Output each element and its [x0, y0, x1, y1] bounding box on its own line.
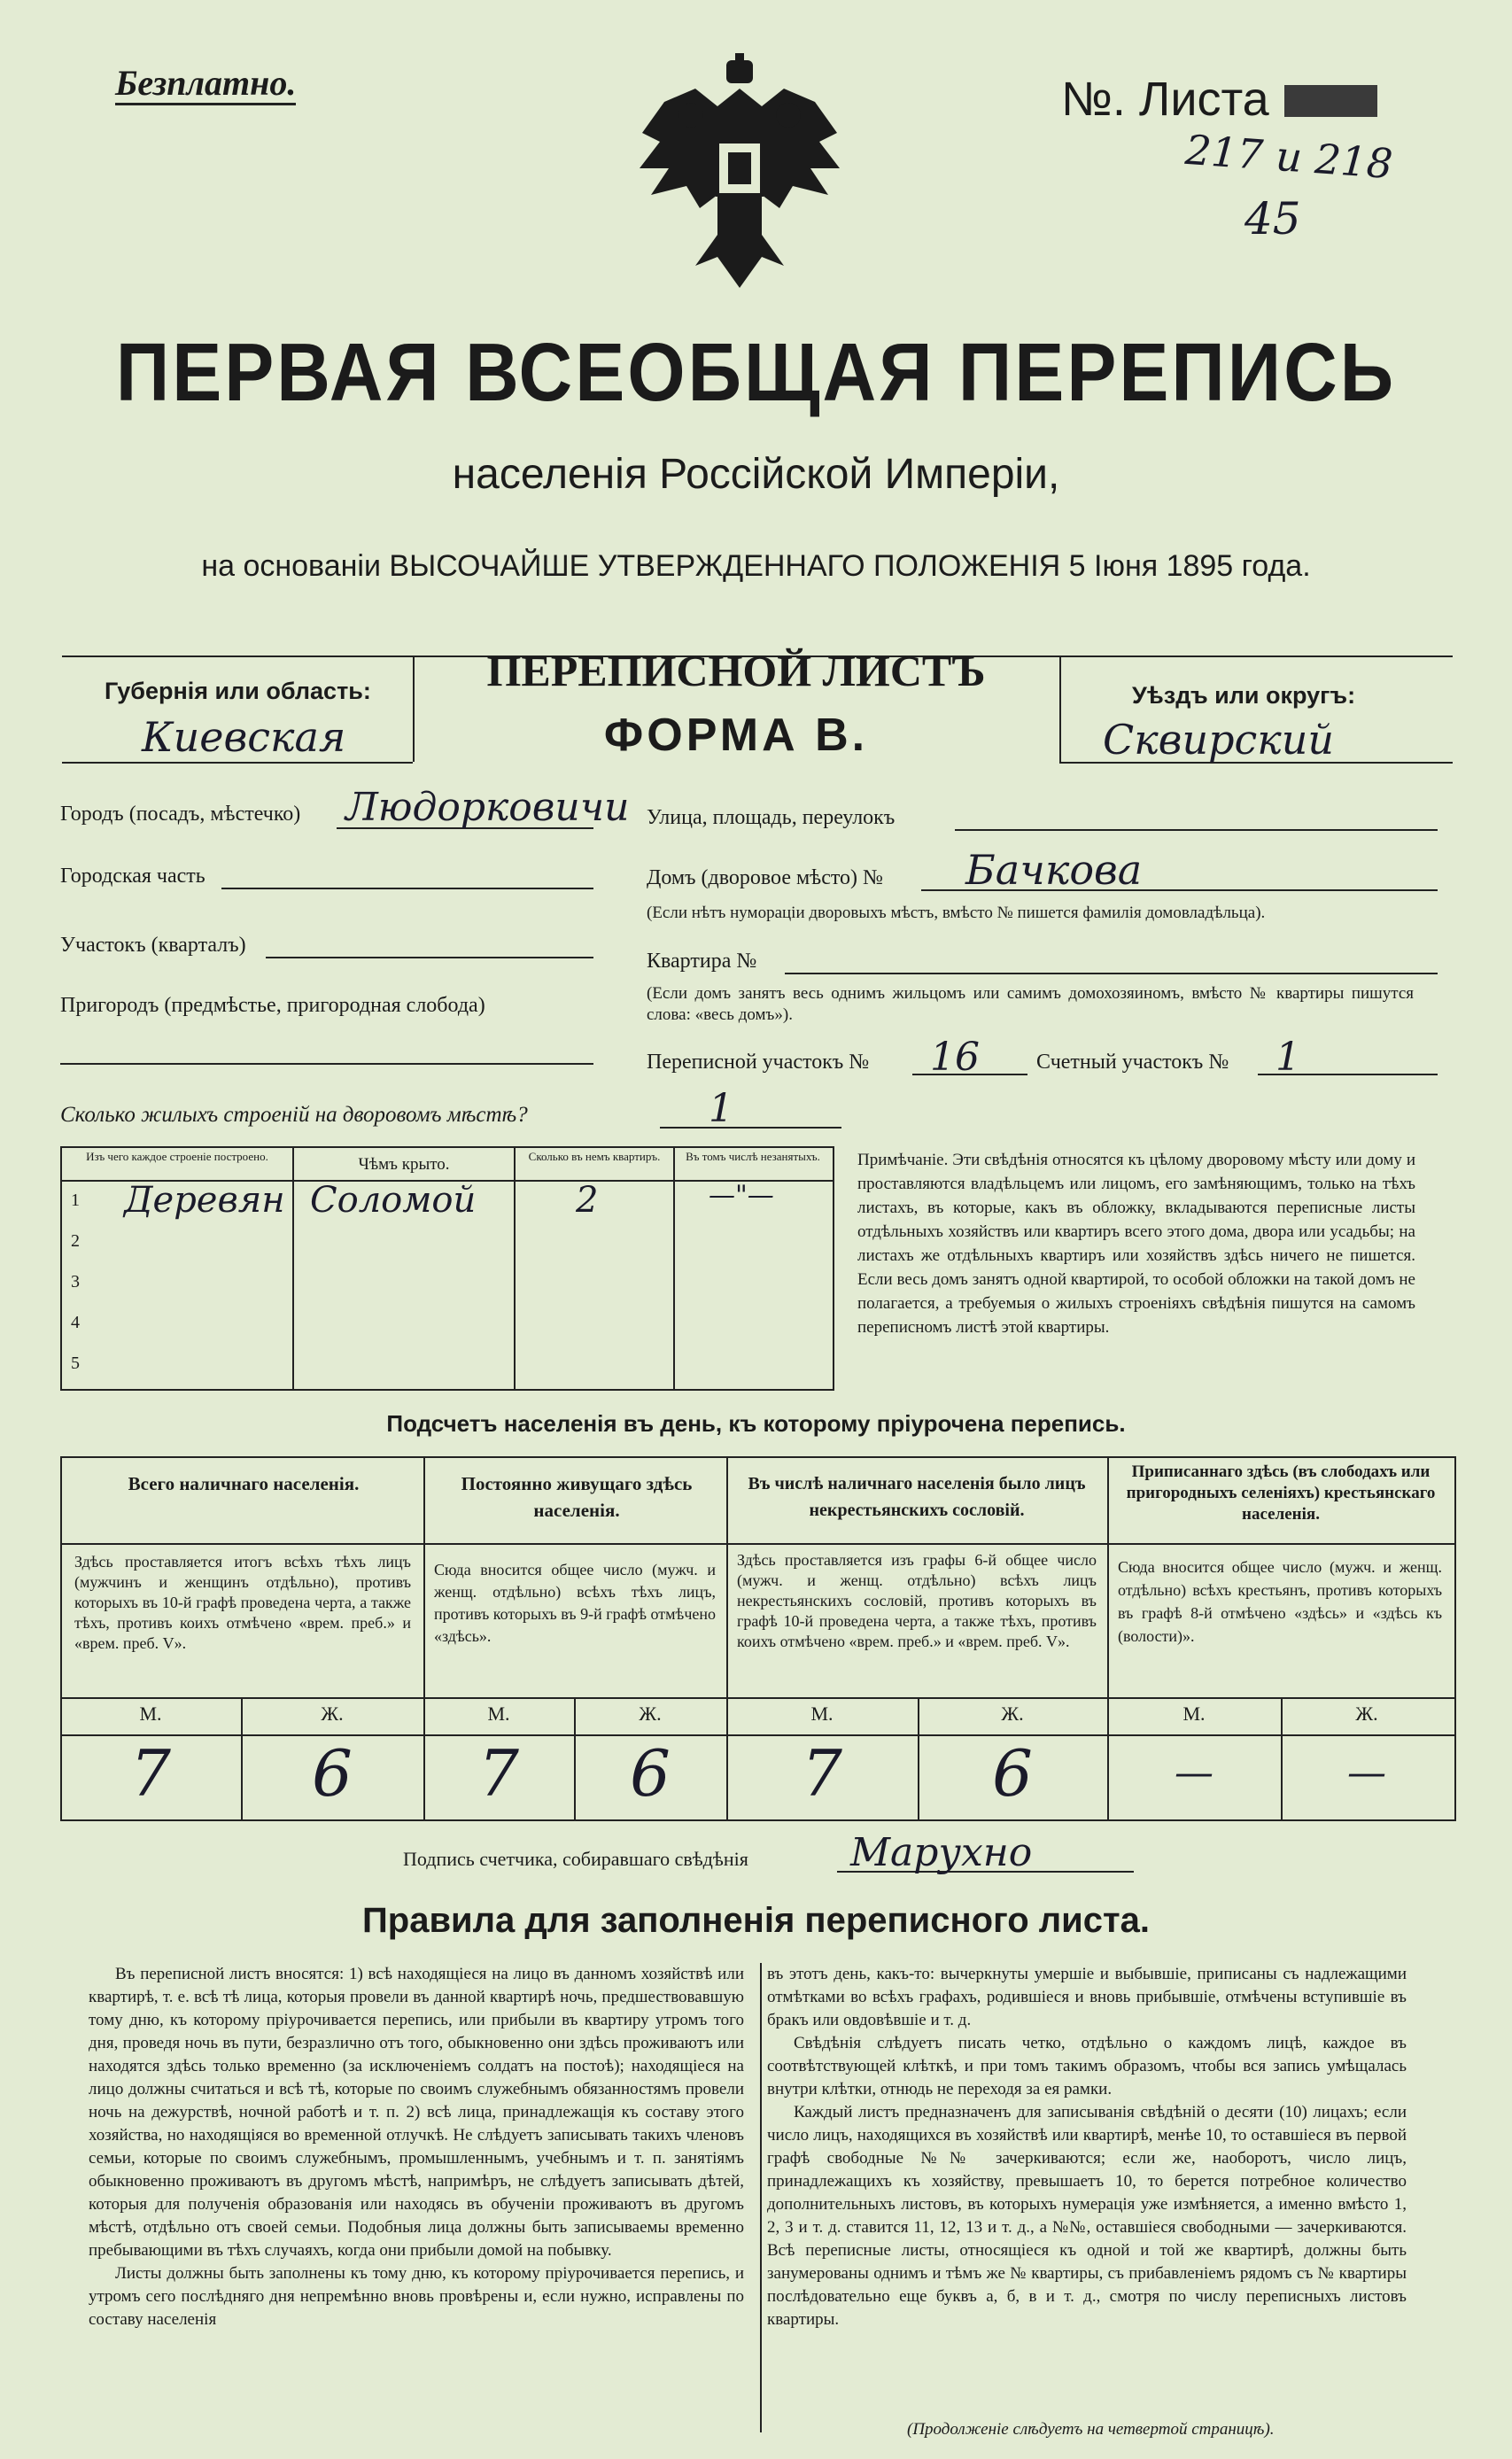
- male-label: М.: [139, 1703, 162, 1725]
- street-line: [955, 829, 1438, 831]
- table-row-divider: [60, 1543, 1454, 1545]
- row-number: 2: [71, 1231, 80, 1251]
- row-material: Деревян: [124, 1180, 285, 1221]
- buildings-note: Примѣчаніе. Эти свѣдѣнія относятся къ цѣлому дворовому мѣсту или дому и проставляются владѣльцемъ или лицомъ, его замѣняющимъ, только на тѣхъ листахъ, въ которые, какъ въ обложку, вкладываются переписные листы отдѣльныхъ хозяйствъ или квартиръ всего этого дома, двора или усадьбы; на листахъ же отдѣльныхъ квартиръ или хозяйствъ здѣсь ничего не пишется. Если весь домъ занятъ одной квартирой, то особой обложки на такой домъ не полагается, а требуемыя о жилыхъ строеніяхъ свѣдѣнія пишутся на самомъ переписномъ листѣ этой квартиры.: [857, 1151, 1415, 1337]
- population-title: Подсчетъ населенія въ день, къ которому пріурочена перепись.: [386, 1410, 1126, 1437]
- page-basis-line: на основаніи ВЫСОЧАЙШЕ УТВЕРЖДЕННАГО ПОЛОЖЕНІЯ 5 Іюня 1895 года.: [201, 549, 1311, 583]
- suburb-line: [60, 1063, 593, 1065]
- count-female: 6: [992, 1736, 1033, 1811]
- buildings-answer-line: [660, 1127, 841, 1129]
- row-number: 4: [71, 1313, 80, 1332]
- row-roof: Соломой: [310, 1180, 477, 1221]
- male-label: М.: [487, 1703, 510, 1725]
- table-col-divider: [673, 1146, 675, 1389]
- precinct-line: [266, 957, 593, 958]
- male-label: М.: [810, 1703, 834, 1725]
- row-number: 5: [71, 1354, 80, 1373]
- buildings-answer: 1: [709, 1086, 733, 1131]
- rules-paragraph: Листы должны быть заполнены къ тому дню, къ которому пріурочивается перепись, и утромъ сего послѣдняго дня непремѣнно вновь провѣрены и, если нужно, исправлены по составу населенія: [89, 2264, 744, 2329]
- form-title: ПЕРЕПИСНОЙ ЛИСТЪ: [486, 646, 986, 695]
- sheet-number-handwritten: 217 и 218: [1183, 125, 1395, 189]
- population-col-desc: Здѣсь проставляется итогъ всѣхъ тѣхъ лицъ (мужчинъ и женщинъ отдѣльно), противъ которыхъ въ 10-й графѣ проведена черта, а также тѣхъ, противъ коихъ отмѣчено «врем. преб.» и «врем. преб. V».: [74, 1553, 411, 1652]
- rules-paragraph: въ этотъ день, какъ-то: вычеркнуты умершіе и выбывшіе, приписаны съ надлежащими отмѣтками во всѣхъ графахъ, родившіеся и вновь прибывшіе, отмѣчены вступившіе въ бракъ или овдовѣвшіе и т. д.: [767, 1965, 1407, 2029]
- row-number: 1: [71, 1191, 80, 1210]
- count-male: 7: [478, 1736, 519, 1811]
- apartment-line: [785, 973, 1438, 974]
- form-subtitle: ФОРМА В.: [603, 710, 869, 761]
- count-male: 7: [802, 1736, 842, 1811]
- divider: [62, 762, 413, 764]
- page-title: ПЕРВАЯ ВСЕОБЩАЯ ПЕРЕПИСЬ: [115, 326, 1397, 418]
- row-vacant: —"—: [709, 1180, 774, 1211]
- female-label: Ж.: [1001, 1703, 1024, 1725]
- count-male: 7: [130, 1736, 171, 1811]
- table-row-divider: [60, 1697, 1454, 1699]
- city-part-label: Городская часть: [60, 865, 205, 888]
- row-apartments: 2: [576, 1180, 599, 1221]
- rules-right-column: [767, 1963, 1407, 2331]
- row-number: 3: [71, 1272, 80, 1292]
- rules-paragraph: Свѣдѣнія слѣдуетъ писать четко, отдѣльно о каждомъ лицѣ, каждое въ соотвѣтствующей клѣткѣ, и при томъ такимъ образомъ, чтобы вся запись умѣщалась внутри клѣтки, отнюдь не переходя за ея рамки.: [767, 2034, 1407, 2098]
- imperial-eagle-emblem: [629, 53, 850, 301]
- population-col-desc: Сюда вносится общее число (мужч. и женщ. отдѣльно) всѣхъ крестьянъ, противъ которыхъ въ графѣ 8-й отмѣчено «здѣсь» и «здѣсь къ (волости)».: [1118, 1558, 1442, 1645]
- apartment-label: Квартира №: [647, 950, 757, 973]
- free-label: Безплатно.: [115, 64, 296, 105]
- city-value: Людорковичи: [345, 785, 630, 830]
- divider: [1059, 655, 1061, 762]
- rules-divider: [760, 1963, 762, 2432]
- rules-title: Правила для заполненія переписного листа.: [362, 1901, 1150, 1940]
- gubernia-label: Губернія или область:: [105, 678, 371, 704]
- gubernia-value: Киевская: [142, 713, 346, 761]
- buildings-question: Сколько жилыхъ строеній на дворовомъ мѣстѣ?: [60, 1103, 528, 1127]
- house-label: Домъ (дворовое мѣсто) №: [647, 866, 883, 889]
- population-col-head: Въ числѣ наличнаго населенія было лицъ некрестьянскихъ сословій.: [748, 1474, 1086, 1520]
- male-label: М.: [1182, 1703, 1206, 1725]
- female-label: Ж.: [321, 1703, 344, 1725]
- city-label: Городъ (посадъ, мѣстечко): [60, 803, 301, 826]
- signature-value: Марухно: [850, 1830, 1033, 1875]
- rules-left-column: [89, 1963, 744, 2331]
- sheet-label: №. Листа: [1061, 73, 1269, 126]
- rules-paragraph: Каждый листъ предназначенъ для записыванія свѣдѣній о десяти (10) лицахъ; если число лицъ, находящихся въ хозяйствѣ или квартирѣ, менѣе 10, то оставшіеся въ первой графѣ свободные №№ зачеркиваются; если же, наоборотъ, число лицъ, принадлежащихъ къ хозяйству, превышаетъ 10, то берется потребное количество дополнительныхъ листовъ, въ которыхъ нумерація уже измѣняется, а именно вмѣсто 1, 2, 3 и т. д. ставится 11, 12, 13 и т. д., а №№, оставшіеся свободными — зачеркиваются. Всѣ переписные листы, относящіеся къ одной и той же квартирѣ, должны быть занумерованы однимъ и тѣмъ же № квартиры, съ прибавленіемъ рядомъ съ № квартиры послѣдовательно еще буквъ а, б, в и т. д., смотря по числу переписныхъ листовъ квартиры.: [767, 2103, 1407, 2329]
- count-district-value: 1: [1276, 1035, 1300, 1080]
- population-col-desc: Сюда вносится общее число (мужч. и женщ. отдѣльно) всѣхъ тѣхъ лицъ, противъ которыхъ въ 9-й графѣ отмѣчено «здѣсь».: [434, 1561, 716, 1645]
- count-female: 6: [630, 1736, 671, 1811]
- uezd-value: Сквирский: [1103, 716, 1334, 764]
- rules-continued-note: (Продолженіе слѣдуетъ на четвертой страницѣ).: [907, 2420, 1275, 2439]
- count-female: —: [1347, 1750, 1386, 1796]
- city-part-line: [221, 888, 593, 889]
- suburb-label: Пригородъ (предмѣстье, пригородная слобода): [60, 994, 485, 1017]
- table-col-divider: [292, 1146, 294, 1389]
- count-female: 6: [312, 1736, 353, 1811]
- female-label: Ж.: [1355, 1703, 1378, 1725]
- table-header: Изъ чего каждое строеніе построено.: [86, 1150, 268, 1163]
- redaction-block: [1284, 85, 1377, 117]
- table-header: Чѣмъ крыто.: [358, 1155, 450, 1174]
- census-district-value: 16: [930, 1035, 980, 1080]
- sheet-number-handwritten-2: 45: [1244, 193, 1301, 244]
- rules-paragraph: Въ переписной листъ вносятся: 1) всѣ находящіеся на лицо въ данномъ хозяйствѣ или квартирѣ, т. е. всѣ тѣ лица, которыя провели въ данной квартирѣ ночь, предшествовавшую тому дню, къ которому пріурочивается перепись, или прибыли въ квартиру утромъ того дня, проведя ночь въ пути, безразлично отъ того, обыкновенно они здѣсь проживаютъ или находятся здѣсь только временно (за исключеніемъ солдатъ на постоѣ); находящіеся на лицо должны считаться и всѣ тѣ, которые по своимъ служебнымъ обязанностямъ провели ночь на дежурствѣ, ночной работѣ и т. п. 2) всѣ лица, принадлежащія къ составу этого хозяйства, но находящіяся во временной отлучкѣ. Не слѣдуетъ записывать такихъ членовъ семьи, которые по своимъ служебнымъ, промышленнымъ, учебнымъ и т. п. занятіямъ обыкновенно проживаютъ въ другомъ мѣстѣ, напримѣръ, не слѣдуетъ записывать дѣтей, которыя для полученія образованія или находясь въ обученіи проживаютъ въ другомъ мѣстѣ, отдѣльно отъ своей семьи. Подобныя лица должны быть записываемы временно пребывающими въ тѣхъ случаяхъ, когда они прибыли домой на побывку.: [89, 1965, 744, 2260]
- census-district-label: Переписной участокъ №: [647, 1051, 870, 1074]
- apartment-note: (Если домъ занятъ весь однимъ жильцомъ или самимъ домохозяиномъ, вмѣсто № квартиры пишутся слова: «весь домъ»).: [647, 984, 1414, 1024]
- uezd-label: Уѣздъ или округъ:: [1132, 682, 1356, 709]
- count-district-label: Счетный участокъ №: [1036, 1051, 1229, 1074]
- female-label: Ж.: [639, 1703, 662, 1725]
- page-subtitle: населенія Россійской Имперіи,: [452, 451, 1060, 498]
- population-col-desc: Здѣсь проставляется изъ графы 6-й общее число (мужч. и женщ. отдѣльно) всѣхъ лицъ некрестьянскихъ сословій, противъ которыхъ въ графѣ 10-й проведена черта, а также тѣхъ, противъ коихъ отмѣчено «врем. преб.» и «врем. преб. V».: [737, 1551, 1097, 1650]
- table-col-divider: [514, 1146, 516, 1389]
- house-value: Бачкова: [965, 846, 1143, 894]
- table-header: Сколько въ немъ квартиръ.: [528, 1150, 661, 1163]
- house-note: (Если нѣтъ нумораціи дворовыхъ мѣстъ, вмѣсто № пишется фамилія домовладѣльца).: [647, 904, 1266, 922]
- population-col-head: Приписаннаго здѣсь (въ слободахъ или пригородныхъ селеніяхъ) крестьянскаго населенія.: [1126, 1462, 1436, 1524]
- table-header: Въ томъ числѣ незанятыхъ.: [686, 1150, 820, 1163]
- signature-label: Подпись счетчика, собиравшаго свѣдѣнія: [403, 1848, 748, 1870]
- population-col-head: Постоянно живущаго здѣсь населенія.: [461, 1473, 693, 1521]
- precinct-label: Участокъ (кварталъ): [60, 934, 246, 957]
- count-male: —: [1175, 1750, 1213, 1796]
- population-col-head: Всего наличнаго населенія.: [128, 1473, 360, 1494]
- street-label: Улица, площадь, переулокъ: [647, 806, 896, 829]
